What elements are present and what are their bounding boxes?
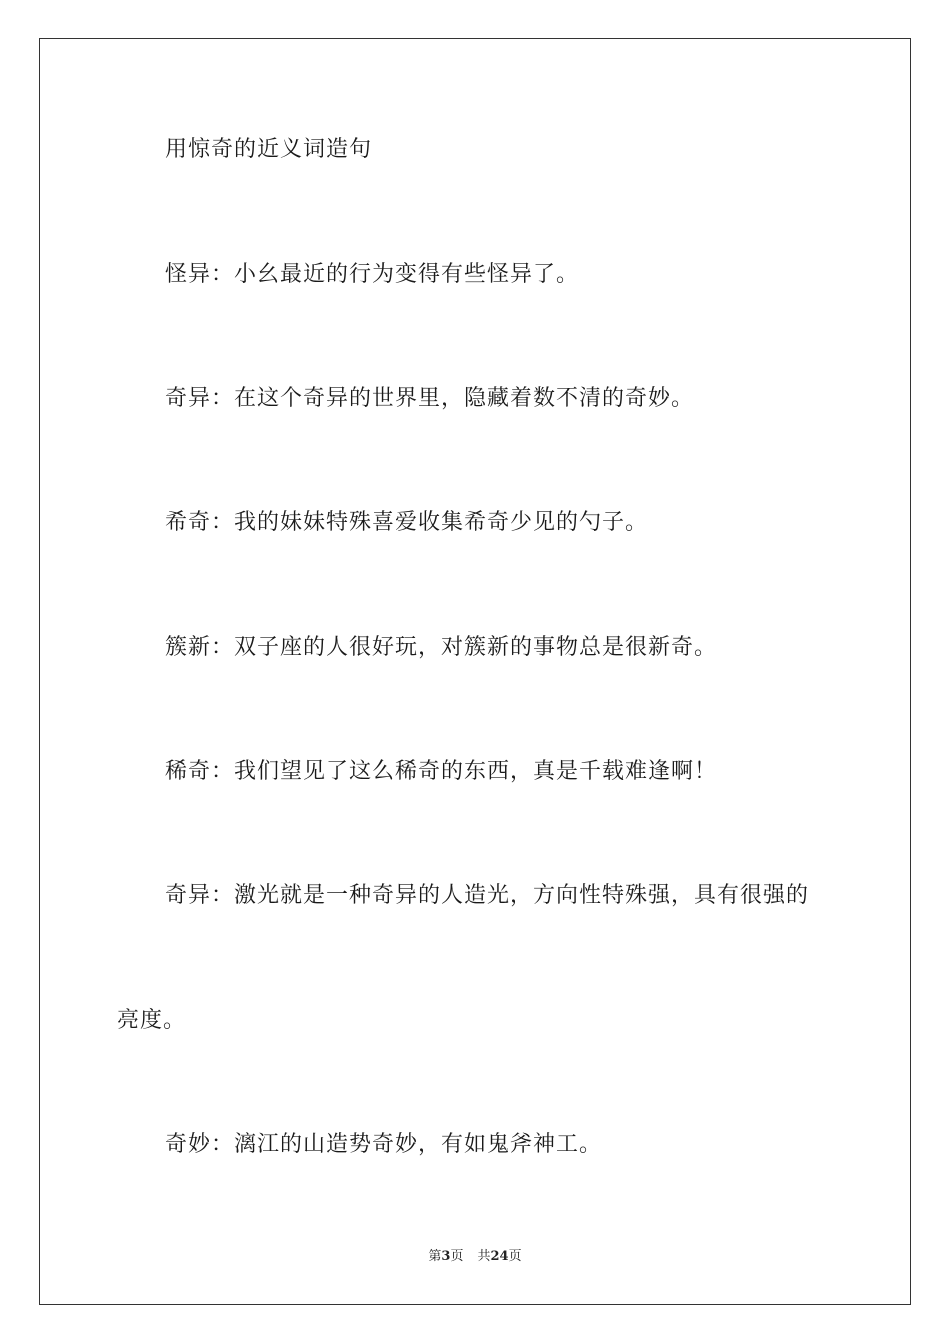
total-prefix: 共 [477, 1249, 491, 1264]
paragraph: 希奇：我的妹妹特殊喜爱收集希奇少见的勺子。 [165, 510, 649, 535]
page-suffix: 页 [450, 1249, 464, 1264]
page-prefix: 第 [428, 1249, 442, 1264]
document-title: 用惊奇的近义词造句 [165, 137, 373, 162]
page-frame [39, 38, 911, 1305]
total-suffix: 页 [508, 1249, 522, 1264]
paragraph-continuation: 亮度。 [117, 1008, 187, 1033]
page-number: 3 [441, 1249, 451, 1264]
paragraph: 稀奇：我们望见了这么稀奇的东西，真是千载难逢啊！ [165, 759, 718, 784]
paragraph: 怪异：小幺最近的行为变得有些怪异了。 [165, 262, 580, 287]
paragraph: 奇妙：漓江的山造势奇妙，有如鬼斧神工。 [165, 1132, 603, 1157]
paragraph: 奇异：激光就是一种奇异的人造光，方向性特殊强，具有很强的 [165, 883, 810, 908]
paragraph: 奇异：在这个奇异的世界里，隐藏着数不清的奇妙。 [165, 386, 695, 411]
total-pages: 24 [490, 1249, 509, 1264]
page-footer [0, 1249, 950, 1265]
paragraph: 簇新：双子座的人很好玩，对簇新的事物总是很新奇。 [165, 635, 718, 660]
